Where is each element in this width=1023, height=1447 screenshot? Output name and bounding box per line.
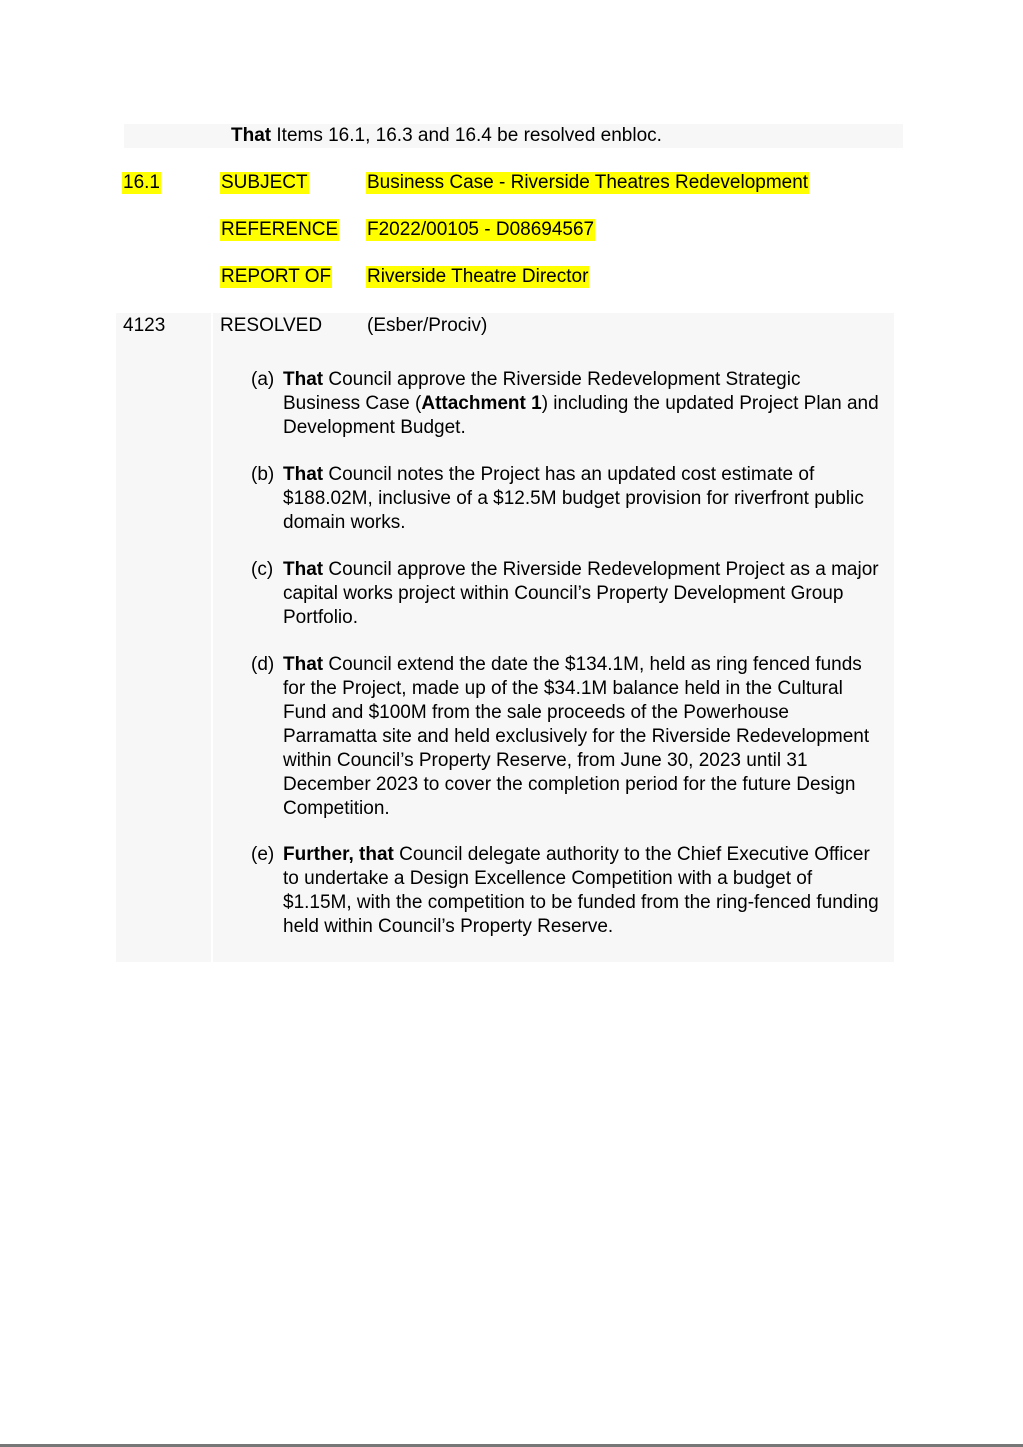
item-number: 16.1 <box>123 172 160 193</box>
subject-label: SUBJECT <box>221 172 308 193</box>
clause-lead: That <box>283 464 324 485</box>
clause-e <box>251 843 881 939</box>
clause-b <box>251 463 881 535</box>
report-of-value: Riverside Theatre Director <box>367 266 589 287</box>
clause-a <box>251 368 881 440</box>
resolution-number: 4123 <box>123 315 166 336</box>
resolution-movers: (Esber/Prociv) <box>367 315 488 336</box>
clause-letter: (c) <box>251 559 274 580</box>
reference-label: REFERENCE <box>221 219 339 240</box>
clause-lead: Further, that <box>283 844 394 865</box>
clause-text: Council notes the Project has an updated cost estimate of $188.02M, inclusive of a $12.5M budget provision for riverfront public domain works. <box>283 464 864 533</box>
clause-letter: (d) <box>251 654 275 675</box>
report-of-label: REPORT OF <box>221 266 332 287</box>
reference-value: F2022/00105 - D08694567 <box>367 219 595 240</box>
clause-text: ) including the updated Project Plan and Development Budget. <box>283 393 879 438</box>
clause-emphasis: Attachment 1 <box>421 393 542 414</box>
clause-text: Council delegate authority to the Chief Executive Officer to undertake a Design Excellence Competition with a budget of $1.15M, with the competition to be funded from the ring-fenced funding held within Council’s Property Reserve. <box>283 844 879 937</box>
clause-c <box>251 558 881 630</box>
clause-lead: That <box>283 369 324 390</box>
clause-letter: (a) <box>251 369 275 390</box>
clause-lead: That <box>283 559 324 580</box>
resolution-number-cell <box>116 313 211 962</box>
clause-letter: (e) <box>251 844 275 865</box>
clause-d <box>251 653 881 821</box>
clause-text: Council approve the Riverside Redevelopment Project as a major capital works project within Council’s Property Development Group Portfolio. <box>283 559 879 628</box>
resolved-label: RESOLVED <box>220 315 323 336</box>
enbloc-lead: That <box>231 125 272 146</box>
clause-text: Council approve the Riverside Redevelopment Strategic Business Case ( <box>283 369 801 414</box>
enbloc-statement <box>231 124 662 148</box>
clause-letter: (b) <box>251 464 275 485</box>
clause-text: Council extend the date the $134.1M, held as ring fenced funds for the Project, made up of the $34.1M balance held in the Cultural Fund and $100M from the sale proceeds of the Powerhouse Parramatta site and held exclusively for the Riverside Redevelopment within Council’s Property Reserve, from June 30, 2023 until 31 December 2023 to cover the completion period for the future Design Competition. <box>283 654 870 819</box>
enbloc-text: Items 16.1, 16.3 and 16.4 be resolved enbloc. <box>271 125 662 146</box>
subject-value: Business Case - Riverside Theatres Redevelopment <box>367 172 809 193</box>
clause-lead: That <box>283 654 324 675</box>
